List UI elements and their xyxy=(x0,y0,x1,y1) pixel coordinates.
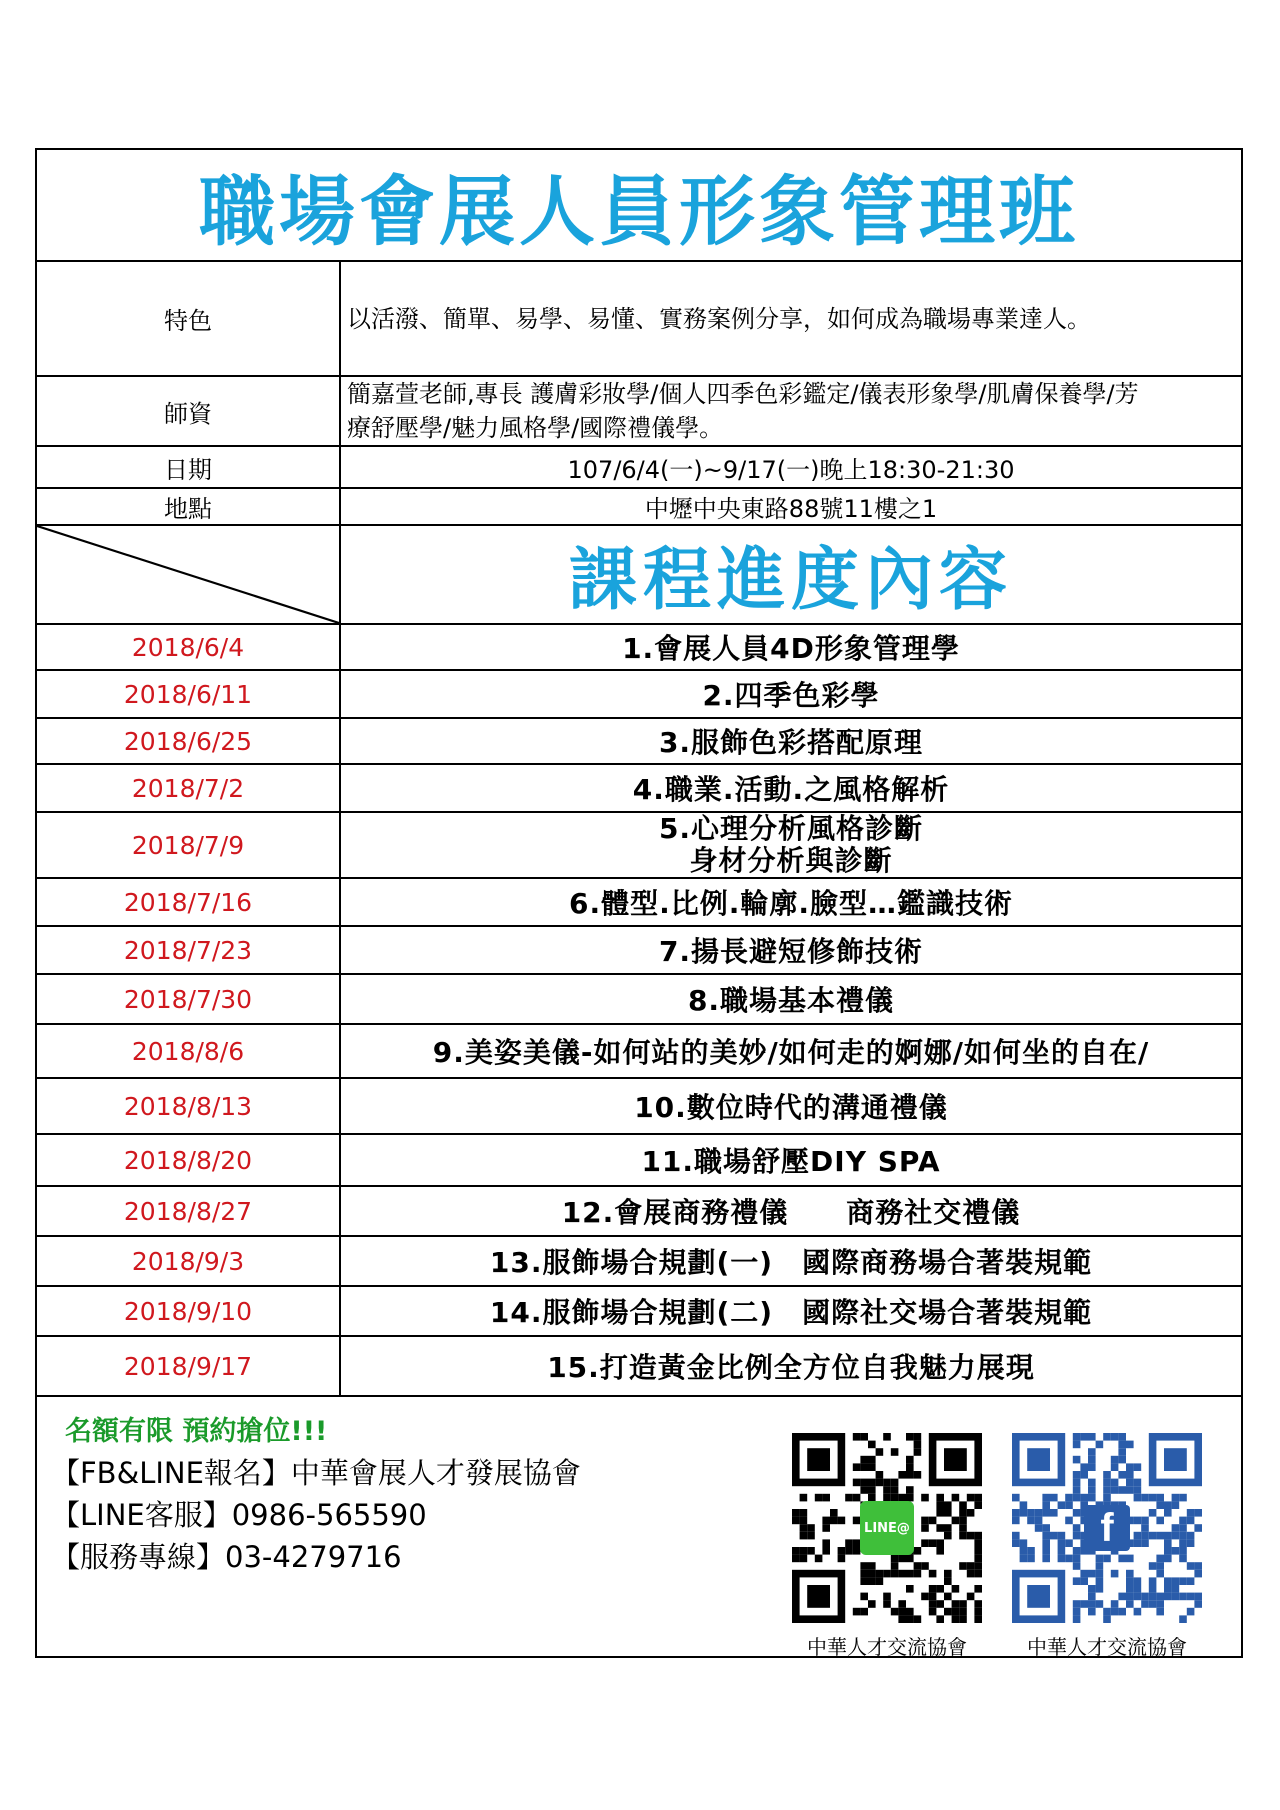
place-label: 地點 xyxy=(37,488,340,525)
flyer-frame xyxy=(35,148,1243,1658)
signup-text: 【FB&LINE報名】中華會展人才發展協會 xyxy=(51,1456,581,1490)
teacher-text-line1: 簡嘉萱老師,專長 護膚彩妝學/個人四季色彩鑑定/儀表形象學/肌膚保養學/芳 xyxy=(347,380,1139,408)
session-date: 2018/7/30 xyxy=(37,974,340,1024)
session-date: 2018/8/27 xyxy=(37,1186,340,1236)
schedule-row xyxy=(37,1236,1241,1286)
session-date: 2018/9/17 xyxy=(37,1336,340,1396)
date-label: 日期 xyxy=(37,446,340,488)
session-date: 2018/6/25 xyxy=(37,718,340,764)
session-date: 2018/8/20 xyxy=(37,1134,340,1186)
schedule-row xyxy=(37,1336,1241,1396)
schedule-heading: 課程進度內容 xyxy=(340,525,1241,624)
teacher-text xyxy=(340,376,1241,446)
session-topic-line2: 身材分析與診斷 xyxy=(689,844,893,877)
feature-row xyxy=(37,262,1241,376)
session-date: 2018/7/23 xyxy=(37,926,340,974)
date-row xyxy=(37,446,1241,488)
session-topic: 7.揚長避短修飾技術 xyxy=(340,926,1241,974)
session-topic: 1.會展人員4D形象管理學 xyxy=(340,624,1241,670)
qr2-caption: 中華人才交流協會 xyxy=(1027,1635,1187,1659)
session-topic: 11.職場舒壓DIY SPA xyxy=(340,1134,1241,1186)
session-topic: 10.數位時代的溝通禮儀 xyxy=(340,1078,1241,1134)
session-date: 2018/6/11 xyxy=(37,670,340,718)
schedule-row xyxy=(37,1186,1241,1236)
schedule-heading-row xyxy=(37,525,1241,624)
facebook-qr-code[interactable] xyxy=(1012,1433,1202,1623)
schedule-row xyxy=(37,1078,1241,1134)
diagonal-header-cell xyxy=(37,525,340,624)
date-text: 107/6/4(一)~9/17(一)晚上18:30-21:30 xyxy=(340,446,1241,488)
feature-text: 以活潑、簡單、易學、易懂、實務案例分享，如何成為職場專業達人。 xyxy=(340,262,1241,376)
feature-label: 特色 xyxy=(37,262,340,376)
schedule-row xyxy=(37,1134,1241,1186)
schedule-row xyxy=(37,670,1241,718)
schedule-row xyxy=(37,926,1241,974)
footer xyxy=(37,1397,1241,1665)
schedule-row xyxy=(37,764,1241,812)
page-title: 職場會展人員形象管理班 xyxy=(37,150,1241,262)
promo-text: 名額有限 預約搶位!!! xyxy=(65,1416,328,1447)
teacher-label: 師資 xyxy=(37,376,340,446)
schedule-row xyxy=(37,718,1241,764)
schedule-row xyxy=(37,878,1241,926)
session-topic: 8.職場基本禮儀 xyxy=(340,974,1241,1024)
line-service-text: 【LINE客服】0986-565590 xyxy=(51,1498,427,1532)
diagonal-line xyxy=(37,526,339,623)
session-date: 2018/9/10 xyxy=(37,1286,340,1336)
course-table xyxy=(37,262,1241,1397)
schedule-row xyxy=(37,1286,1241,1336)
session-date: 2018/8/13 xyxy=(37,1078,340,1134)
teacher-row xyxy=(37,376,1241,446)
session-topic: 2.四季色彩學 xyxy=(340,670,1241,718)
session-date: 2018/8/6 xyxy=(37,1024,340,1078)
session-topic xyxy=(340,812,1241,878)
teacher-text-line2: 療舒壓學/魅力風格學/國際禮儀學。 xyxy=(347,414,724,442)
place-text: 中壢中央東路88號11樓之1 xyxy=(340,488,1241,525)
session-topic: 6.體型.比例.輪廓.臉型…鑑識技術 xyxy=(340,878,1241,926)
hotline-text: 【服務專線】03-4279716 xyxy=(51,1540,402,1574)
session-date: 2018/6/4 xyxy=(37,624,340,670)
qr1-caption: 中華人才交流協會 xyxy=(807,1635,967,1659)
session-date: 2018/7/16 xyxy=(37,878,340,926)
line-qr-code[interactable] xyxy=(792,1433,982,1623)
session-topic: 14.服飾場合規劃(二) 國際社交場合著裝規範 xyxy=(340,1286,1241,1336)
session-topic: 9.美姿美儀-如何站的美妙/如何走的婀娜/如何坐的自在/ xyxy=(340,1024,1241,1078)
facebook-logo-icon: f xyxy=(1084,1505,1130,1551)
place-row xyxy=(37,488,1241,525)
session-topic: 12.會展商務禮儀 商務社交禮儀 xyxy=(340,1186,1241,1236)
session-topic: 3.服飾色彩搭配原理 xyxy=(340,718,1241,764)
schedule-row xyxy=(37,974,1241,1024)
session-topic: 4.職業.活動.之風格解析 xyxy=(340,764,1241,812)
line-logo-icon: LINE@ xyxy=(860,1501,914,1555)
session-topic: 15.打造黃金比例全方位自我魅力展現 xyxy=(340,1336,1241,1396)
session-topic: 13.服飾場合規劃(一) 國際商務場合著裝規範 xyxy=(340,1236,1241,1286)
schedule-row xyxy=(37,624,1241,670)
session-date: 2018/7/9 xyxy=(37,812,340,878)
session-date: 2018/7/2 xyxy=(37,764,340,812)
session-date: 2018/9/3 xyxy=(37,1236,340,1286)
schedule-row xyxy=(37,812,1241,878)
schedule-row xyxy=(37,1024,1241,1078)
session-topic-line1: 5.心理分析風格診斷 xyxy=(658,812,924,845)
